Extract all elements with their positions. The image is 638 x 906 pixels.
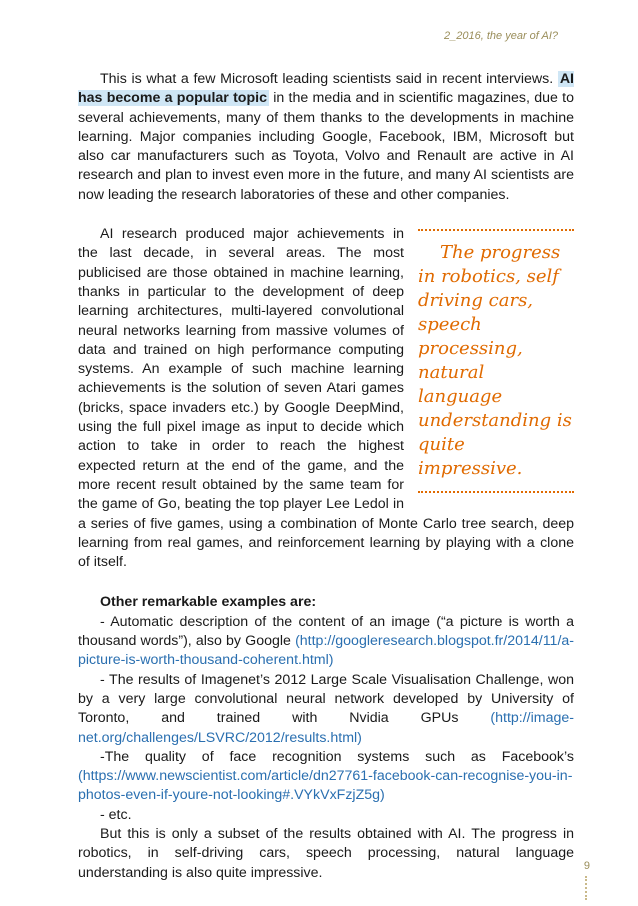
example-link[interactable]: (http://image-net.org/challenges/LSVRC/2012/results.html): [78, 710, 574, 746]
pull-quote: The progress in robotics, self driving cars, speech processing, natural language understanding is quite impressive.: [418, 229, 574, 493]
example-item: - etc.: [100, 806, 132, 823]
example-text: - The results of Imagenet’s 2012 Large Scale Visualisation Challenge, won by a very large convolutional neural network developed by University of Toronto, and trained with Nvidia GPUs: [78, 671, 574, 727]
example-link[interactable]: (http://googleresearch.blogspot.fr/2014/11/a-picture-is-worth-thousand-coherent.html): [78, 633, 574, 669]
page-number: 9: [583, 860, 590, 872]
example-text: - Automatic description of the content of an image (“a picture is worth a thousand words”), also by Google: [78, 613, 574, 650]
example-text: -The quality of face recognition systems such as Facebook’s: [100, 748, 574, 765]
running-header: 2_2016, the year of AI?: [444, 30, 558, 42]
research-text: AI research produced major achievements in the last decade, in several areas. The most publicised are those obtained in machine learning, thanks in particular to the development of deep learning architectures, multi-layered convolutional neural networks learning from massive volumes of data and trained on high performance computing systems. An example of such machine learning achievements is the solution of seven Atari games (bricks, space invaders etc.) by Google DeepMind, using the full pixel image as input to decide which action to take in order to reach the highest expected return at the end of the game, and the more recent result obtained by the same team for the game of Go, beating the top player Lee Ledol in a series of five games, using a combination of Monte Carlo tree search, deep learning from real games, and reinforcement learning by playing with a clone of itself.: [78, 226, 574, 571]
example-link[interactable]: (https://www.newscientist.com/article/dn27761-facebook-can-recognise-you-in-photos-even-if-youre-not-looking#.VYkVxFzjZ5g): [78, 768, 573, 804]
article-body: [78, 70, 574, 883]
examples-heading: Other remarkable examples are:: [100, 594, 317, 611]
page-number-dotted-rule: [585, 876, 587, 900]
closing-paragraph: But this is only a subset of the results obtained with AI. The progress in robotics, in self-driving cars, speech processing, natural language understanding is also quite impressive.: [78, 825, 574, 881]
research-paragraph: [78, 225, 574, 572]
example-item: [78, 748, 574, 806]
example-item: [78, 613, 574, 671]
example-item: [78, 671, 574, 748]
highlighted-phrase: AI has become a popular topic: [78, 71, 574, 107]
intro-text-after: in the media and in scientific magazines, due to several achievements, many of them thanks to the developments in machine learning. Major companies including Google, Facebook, IBM, Microsoft but also car manufacturers such as Toyota, Volvo and Renault are active in AI research and plan to invest even more in the future, and many AI scientists are now leading the research laboratories of these and other companies.: [78, 90, 574, 203]
intro-text-before: This is what a few Microsoft leading scientists said in recent interviews.: [100, 71, 558, 87]
intro-paragraph: [78, 70, 574, 205]
